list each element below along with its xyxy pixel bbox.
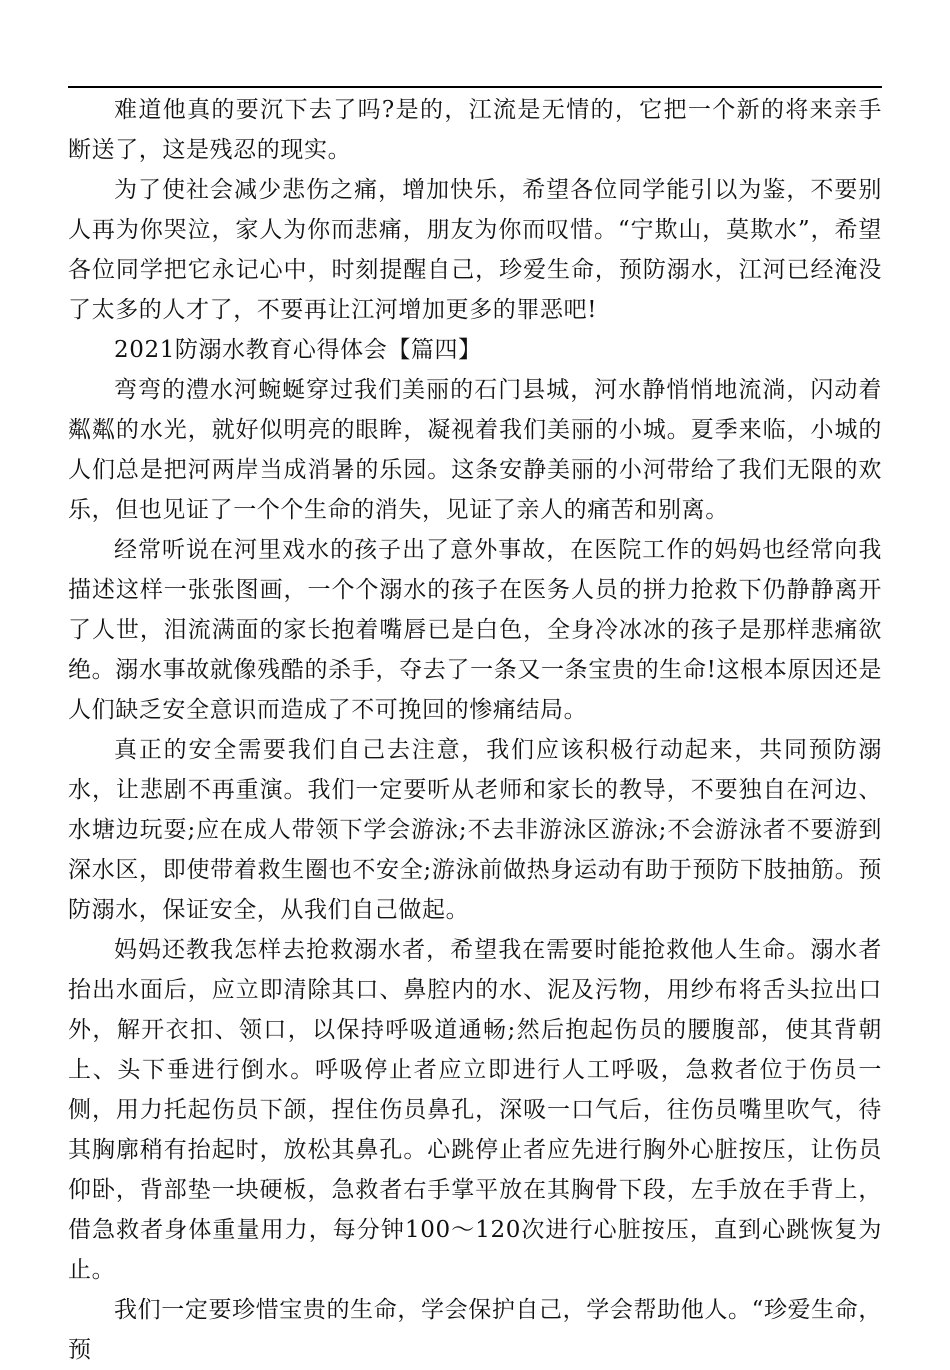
paragraph-7: 我们一定要珍惜宝贵的生命，学会保护自己，学会帮助他人。“珍爱生命，预 <box>68 1297 882 1363</box>
paragraph-5: 真正的安全需要我们自己去注意，我们应该积极行动起来，共同预防溺水，让悲剧不再重演。我们一定要听从老师和家长的教导，不要独自在河边、水塘边玩耍;应在成人带领下学会游泳;不去非游泳区游泳;不会游泳者不要游到深水区，即使带着救生圈也不安全;游泳前做热身运动有助于预防下肢抽筋。预防溺水，保证安全，从我们自己做起。 <box>68 737 882 923</box>
paragraph-6: 妈妈还教我怎样去抢救溺水者，希望我在需要时能抢救他人生命。溺水者抬出水面后，应立即清除其口、鼻腔内的水、泥及污物，用纱布将舌头拉出口外，解开衣扣、领口，以保持呼吸道通畅;然后抱起伤员的腰腹部，使其背朝上、头下垂进行倒水。呼吸停止者应立即进行人工呼吸，急救者位于伤员一侧，用力托起伤员下颌，捏住伤员鼻孔，深吸一口气后，往伤员嘴里吹气，待其胸廓稍有抬起时，放松其鼻孔。心跳停止者应先进行胸外心脏按压，让伤员仰卧，背部垫一块硬板，急救者右手掌平放在其胸骨下段，左手放在手背上，借急救者身体重量用力，每分钟100～120次进行心脏按压，直到心跳恢复为止。 <box>68 937 882 1283</box>
paragraph-1: 难道他真的要沉下去了吗?是的，江流是无情的，它把一个新的将来亲手断送了，这是残忍的现实。 <box>68 97 882 163</box>
header-rule <box>68 86 882 88</box>
section-heading: 2021防溺水教育心得体会【篇四】 <box>114 337 482 363</box>
paragraph-3: 弯弯的澧水河蜿蜒穿过我们美丽的石门县城，河水静悄悄地流淌，闪动着粼粼的水光，就好似明亮的眼眸，凝视着我们美丽的小城。夏季来临，小城的人们总是把河两岸当成消暑的乐园。这条安静美丽的小河带给了我们无限的欢乐，但也见证了一个个生命的消失，见证了亲人的痛苦和别离。 <box>68 377 882 523</box>
paragraph-2: 为了使社会减少悲伤之痛，增加快乐，希望各位同学能引以为鉴，不要别人再为你哭泣，家人为你而悲痛，朋友为你而叹惜。“宁欺山，莫欺水”，希望各位同学把它永记心中，时刻提醒自己，珍爱生命，预防溺水，江河已经淹没了太多的人才了，不要再让江河增加更多的罪恶吧! <box>68 177 882 323</box>
paragraph-4: 经常听说在河里戏水的孩子出了意外事故，在医院工作的妈妈也经常向我描述这样一张张图画，一个个溺水的孩子在医务人员的拼力抢救下仍静静离开了人世，泪流满面的家长抱着嘴唇已是白色，全身冷冰冰的孩子是那样悲痛欲绝。溺水事故就像残酷的杀手，夺去了一条又一条宝贵的生命!这根本原因还是人们缺乏安全意识而造成了不可挽回的惨痛结局。 <box>68 537 882 723</box>
document-body <box>68 90 882 1370</box>
